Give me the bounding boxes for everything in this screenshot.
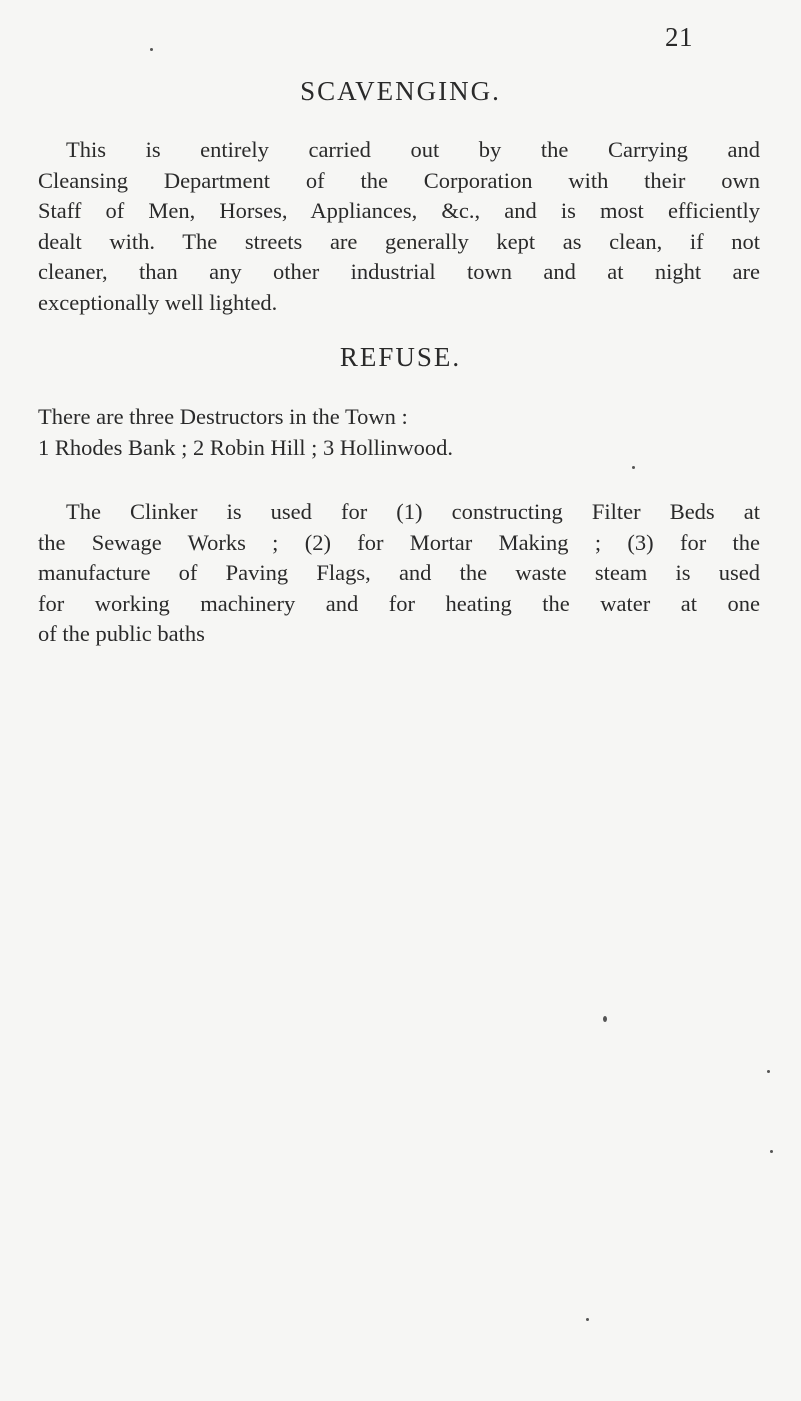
paragraph-line: 1 Rhodes Bank ; 2 Robin Hill ; 3 Hollinwood. [38, 434, 454, 460]
paragraph-line: exceptionally well lighted. [38, 289, 278, 315]
paragraph-line: the Sewage Works ; (2) for Mortar Making ; (3) for the [38, 529, 760, 555]
paragraph-line: Staff of Men, Horses, Appliances, &c., and is most efficiently [38, 198, 760, 223]
paragraph-line: cleaner, than any other industrial town and at night are [38, 259, 760, 284]
paragraph-line: The Clinker is used for (1) constructing Filter Beds at [66, 499, 760, 524]
paragraph-line: manufacture of Paving Flags, and the waste steam is used [38, 560, 760, 585]
paragraph-line: There are three Destructors in the Town : [38, 404, 408, 429]
paragraph-line: of the public baths [38, 621, 205, 646]
paragraph-line: dealt with. The streets are generally kept as clean, if not [38, 228, 760, 254]
scavenging-paragraph [38, 135, 760, 318]
page-number: 21 [665, 22, 693, 52]
paragraph-line: Cleansing Department of the Corporation with their own [38, 167, 760, 193]
section-heading-refuse: REFUSE. [339, 342, 462, 372]
clinker-paragraph [38, 497, 760, 650]
paragraph-line: This is entirely carried out by the Carrying and [66, 137, 760, 162]
section-heading-scavenging: SCAVENGING. [300, 76, 501, 106]
paragraph-line: for working machinery and for heating the water at one [38, 590, 760, 616]
destructors-paragraph [38, 402, 760, 463]
